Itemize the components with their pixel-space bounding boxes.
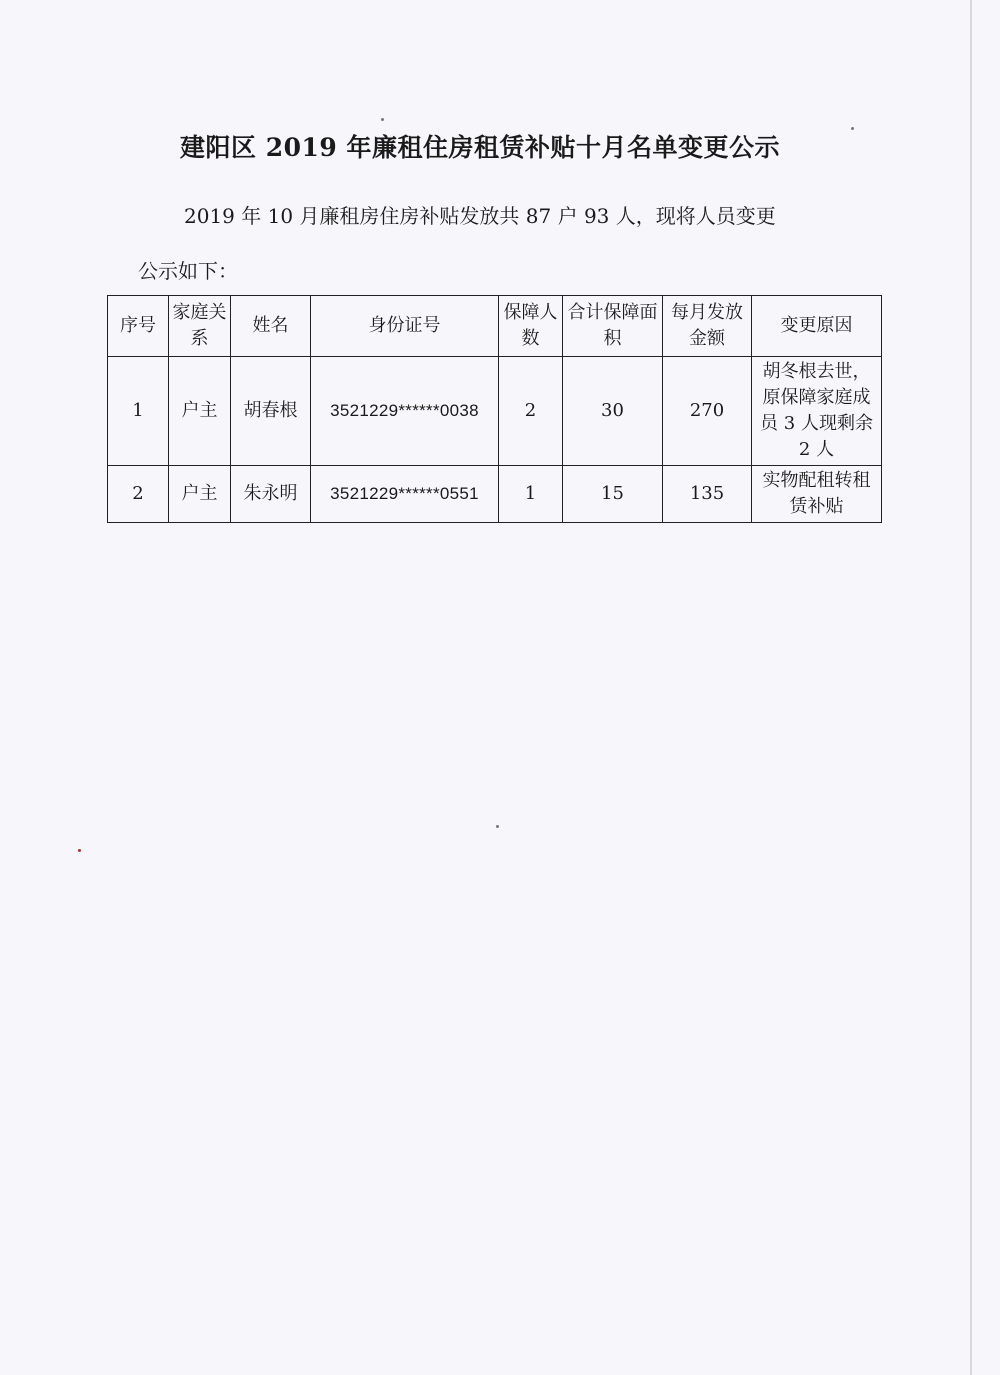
- cell-total-area: 15: [563, 466, 663, 523]
- change-list-table: [107, 295, 882, 523]
- cell-persons: 1: [499, 466, 563, 523]
- header-change-reason: 变更原因: [752, 296, 882, 357]
- cell-change-reason: 实物配租转租赁补贴: [752, 466, 882, 523]
- scan-speck: [496, 825, 499, 828]
- page-edge-line: [970, 0, 972, 1375]
- cell-id-number: 3521229******0038: [311, 357, 499, 466]
- cell-name: 胡春根: [231, 357, 311, 466]
- scan-speck: [78, 849, 81, 852]
- cell-family-relation: 户主: [169, 357, 231, 466]
- cell-name: 朱永明: [231, 466, 311, 523]
- intro-paragraph-line1: 2019 年 10 月廉租房住房补贴发放共 87 户 93 人，现将人员变更: [184, 204, 776, 228]
- cell-total-area: 30: [563, 357, 663, 466]
- cell-persons: 2: [499, 357, 563, 466]
- header-total-area: 合计保障面积: [563, 296, 663, 357]
- cell-monthly-amount: 270: [663, 357, 752, 466]
- cell-family-relation: 户主: [169, 466, 231, 523]
- header-monthly-amount: 每月发放金额: [663, 296, 752, 357]
- cell-change-reason: 胡冬根去世，原保障家庭成员 3 人现剩余 2 人: [752, 357, 882, 466]
- header-serial-no: 序号: [108, 296, 169, 357]
- table-header-row: [108, 296, 882, 357]
- cell-serial-no: 2: [108, 466, 169, 523]
- header-id-number: 身份证号: [311, 296, 499, 357]
- cell-serial-no: 1: [108, 357, 169, 466]
- intro-paragraph-line2: 公示如下：: [138, 259, 238, 283]
- header-family-relation: 家庭关系: [169, 296, 231, 357]
- scan-speck: [381, 118, 384, 121]
- cell-monthly-amount: 135: [663, 466, 752, 523]
- table-row: [108, 466, 882, 523]
- header-name: 姓名: [231, 296, 311, 357]
- header-persons: 保障人数: [499, 296, 563, 357]
- document-title: 建阳区 2019 年廉租住房租赁补贴十月名单变更公示: [180, 133, 780, 162]
- table-row: [108, 357, 882, 466]
- cell-id-number: 3521229******0551: [311, 466, 499, 523]
